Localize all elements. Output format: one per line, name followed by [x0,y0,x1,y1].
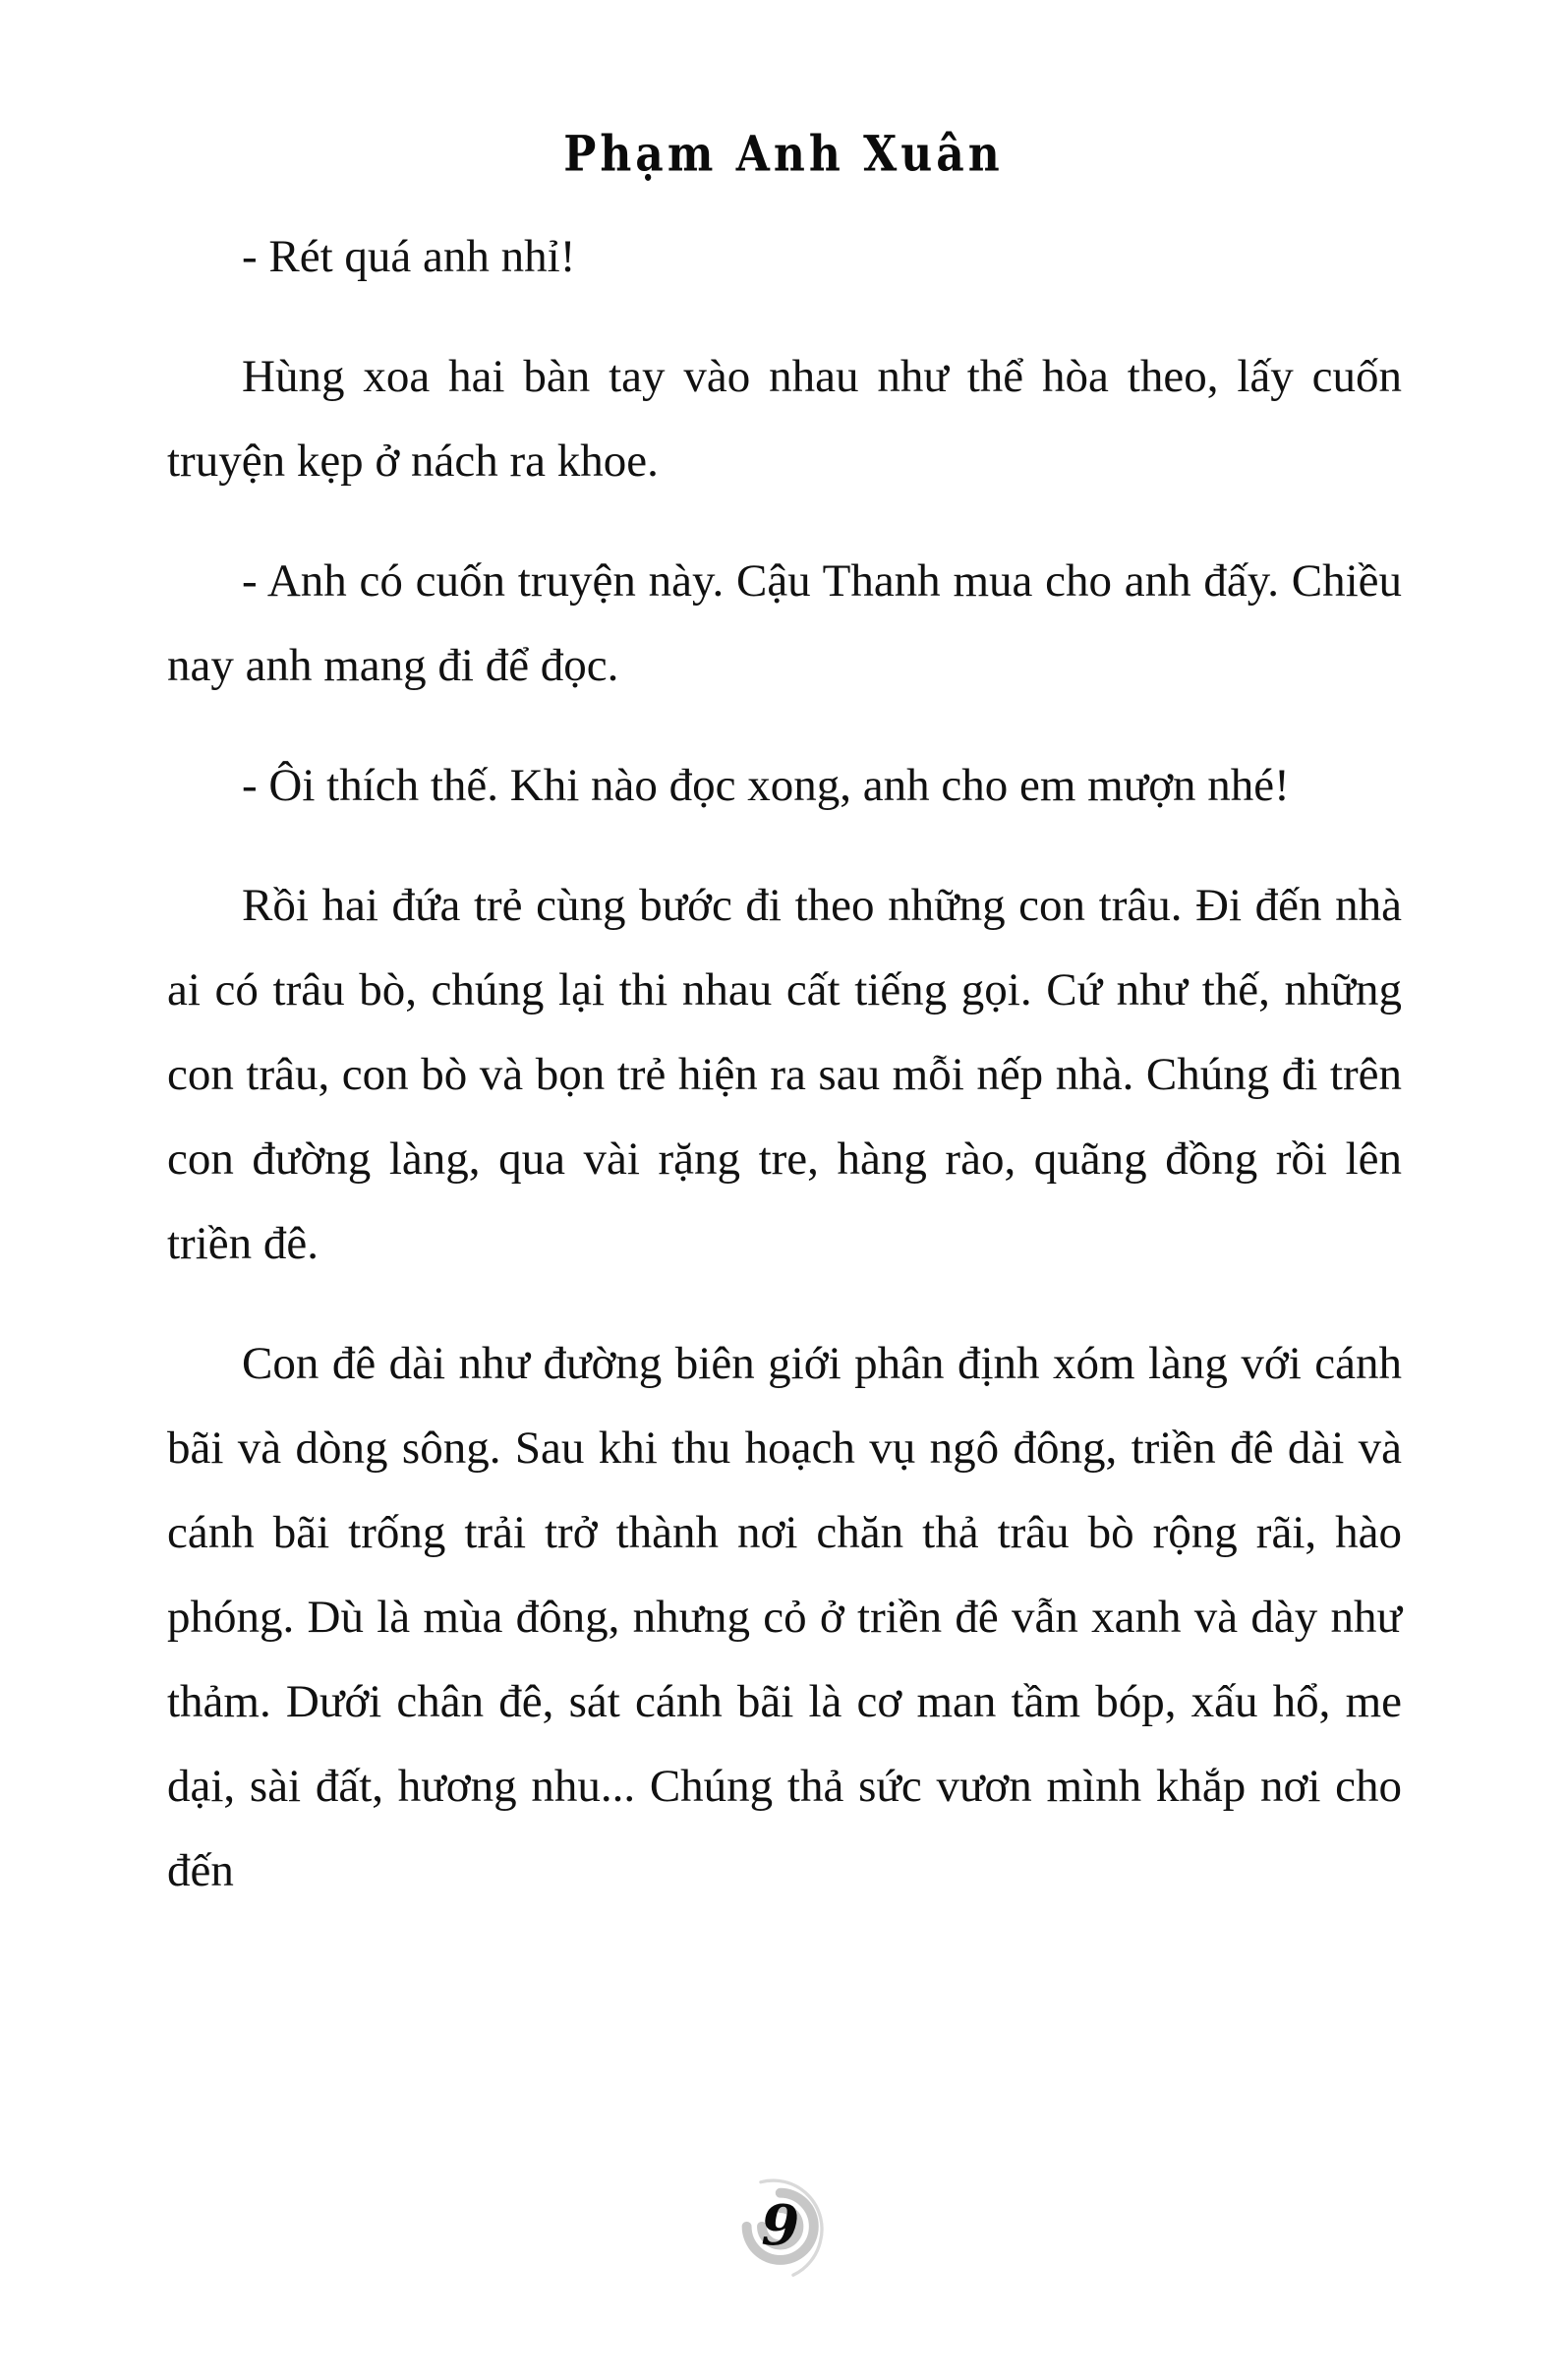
paragraph-dialogue-3: - Ôi thích thế. Khi nào đọc xong, anh cho em mượn nhé! [242,760,1290,811]
page-number-ornament [726,2175,835,2283]
page-number: 9 [761,2193,800,2258]
paragraph-narration-3: Con đê dài như đường biên giới phân định xóm làng với cánh bãi và dòng sông. Sau khi thu hoạch vụ ngô đông, triền đê dài và cánh bãi trống trải trở thành nơi chăn thả trâu bò rộng rãi, hào phóng. Dù là mùa đông, nhưng cỏ ở triền đê vẫn xanh và dày như thảm. Dưới chân đê, sát cánh bãi là cơ man tầm bóp, xấu hổ, me dại, sài đất, hương nhu... Chúng thả sức vươn mình khắp nơi cho đến [167,1338,1402,1896]
paragraph-narration-1: Hùng xoa hai bàn tay vào nhau như thể hòa theo, lấy cuốn truyện kẹp ở nách ra khoe. [167,351,1402,487]
running-head-author: Phạm Anh Xuân [563,126,1004,184]
paragraph-narration-2: Rồi hai đứa trẻ cùng bước đi theo những con trâu. Đi đến nhà ai có trâu bò, chúng lại thi nhau cất tiếng gọi. Cứ như thế, những con trâu, con bò và bọn trẻ hiện ra sau mỗi nếp nhà. Chúng đi trên con đường làng, qua vài rặng tre, hàng rào, quãng đồng rồi lên triền đê. [167,880,1402,1269]
body-text [167,214,1402,1948]
paragraph-dialogue-1: - Rét quá anh nhỉ! [242,231,576,282]
paragraph-dialogue-2: - Anh có cuốn truyện này. Cậu Thanh mua cho anh đấy. Chiều nay anh mang đi để đọc. [167,555,1402,691]
